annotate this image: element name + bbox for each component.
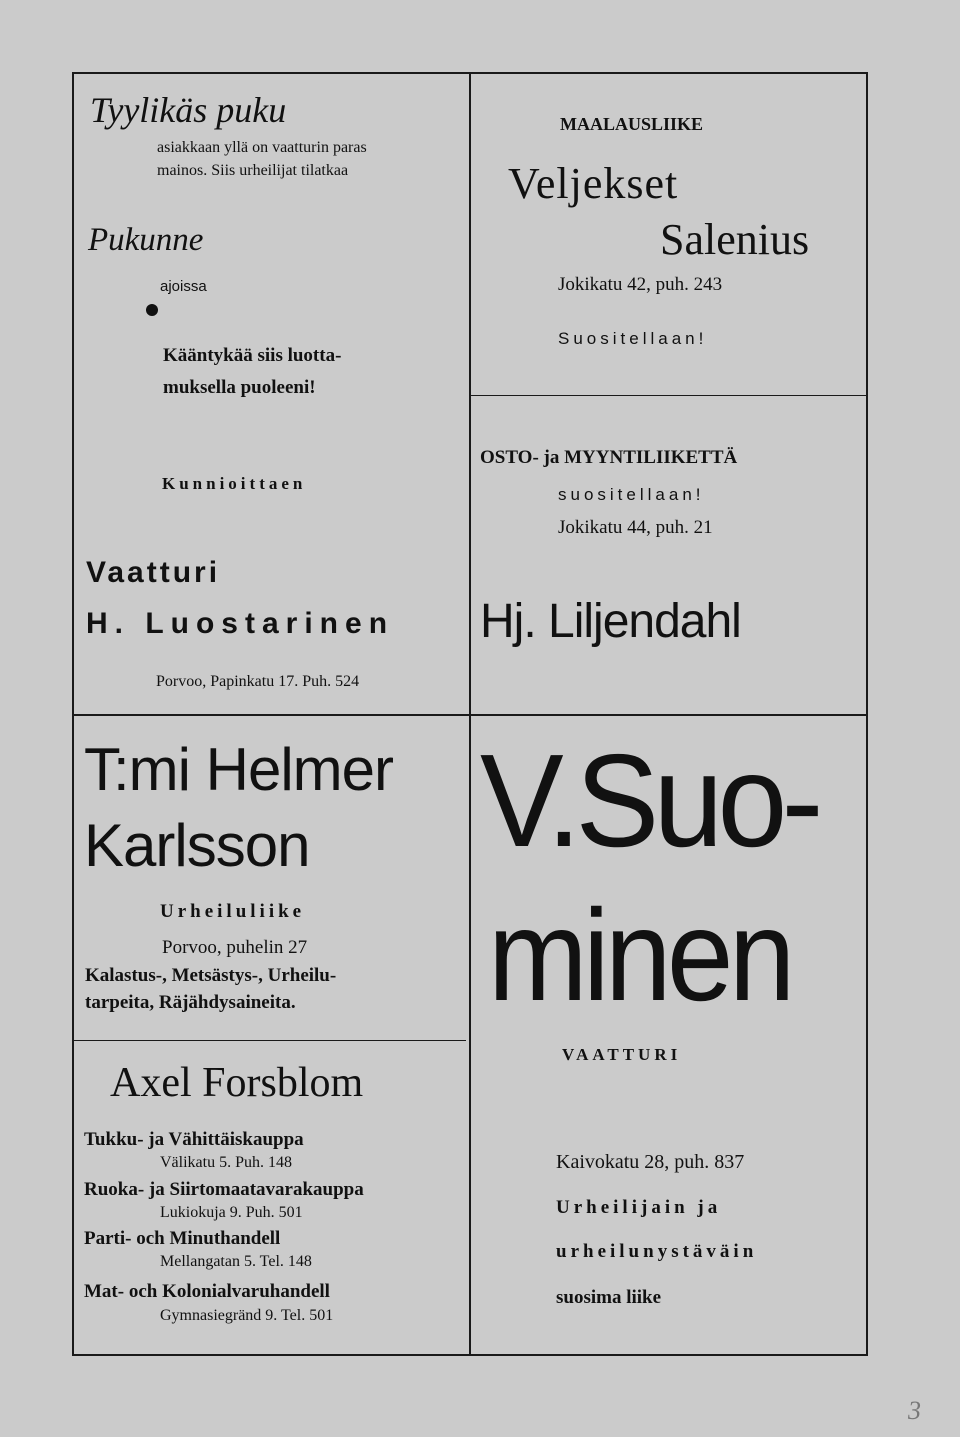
name: T:mi Helmer [84,736,394,803]
name: Salenius [660,215,810,264]
bold-text: muksella puoleeni! [163,377,316,398]
category: OSTO- ja MYYNTILIIKETTÄ [480,447,738,468]
name: Veljekset [508,159,679,208]
name: H. Luostarinen [86,607,395,640]
title: Vaatturi [86,556,221,589]
goods: Kalastus-, Metsästys-, Urheilu- [85,965,337,986]
tagline: urheilunystäväin [556,1241,758,1262]
entry-title: Parti- och Minuthandell [84,1228,281,1249]
bullet-icon [146,304,158,316]
name: Karlsson [84,812,310,879]
entry-title: Ruoka- ja Siirtomaatavarakauppa [84,1179,364,1200]
tagline: suositellaan! [558,485,705,504]
page-number: 3 [908,1396,921,1425]
name: Hj. Liljendahl [480,595,741,648]
name: V.Suo- [480,727,818,874]
divider-vertical-bottom [469,715,471,1355]
name: minen [488,882,791,1028]
greeting: Kunnioittaen [162,474,307,493]
body-text: ajoissa [160,278,207,295]
divider-left-bottom [74,1040,466,1041]
goods: tarpeita, Räjähdysaineita. [85,992,296,1013]
entry-title: Mat- och Kolonialvaruhandell [84,1281,330,1302]
address: Porvoo, Papinkatu 17. Puh. 524 [156,673,360,690]
address: Kaivokatu 28, puh. 837 [556,1151,745,1173]
entry-address: Mellangatan 5. Tel. 148 [160,1253,312,1270]
headline: Tyylikäs puku [90,90,287,130]
headline: Pukunne [88,222,204,258]
address: Jokikatu 42, puh. 243 [558,274,723,295]
tagline: Suositellaan! [558,329,708,348]
entry-address: Gymnasiegränd 9. Tel. 501 [160,1307,334,1324]
divider-vertical-top [469,72,471,715]
entry-title: Tukku- ja Vähittäiskauppa [84,1129,304,1150]
body-text: asiakkaan yllä on vaatturin paras [157,139,367,156]
tagline: Urheilijain ja [556,1197,722,1218]
title: VAATTURI [562,1045,682,1064]
category: Urheiluliike [160,901,306,922]
bold-text: Kääntykää siis luotta- [163,345,342,366]
address: Porvoo, puhelin 27 [162,937,308,958]
address: Jokikatu 44, puh. 21 [558,517,713,538]
entry-address: Lukiokuja 9. Puh. 501 [160,1204,303,1221]
body-text: mainos. Siis urheilijat tilatkaa [157,162,349,179]
name: Axel Forsblom [110,1060,364,1106]
tagline: suosima liike [556,1287,662,1308]
category: MAALAUSLIIKE [560,114,704,134]
divider-right-top [470,395,866,396]
entry-address: Välikatu 5. Puh. 148 [160,1154,292,1171]
